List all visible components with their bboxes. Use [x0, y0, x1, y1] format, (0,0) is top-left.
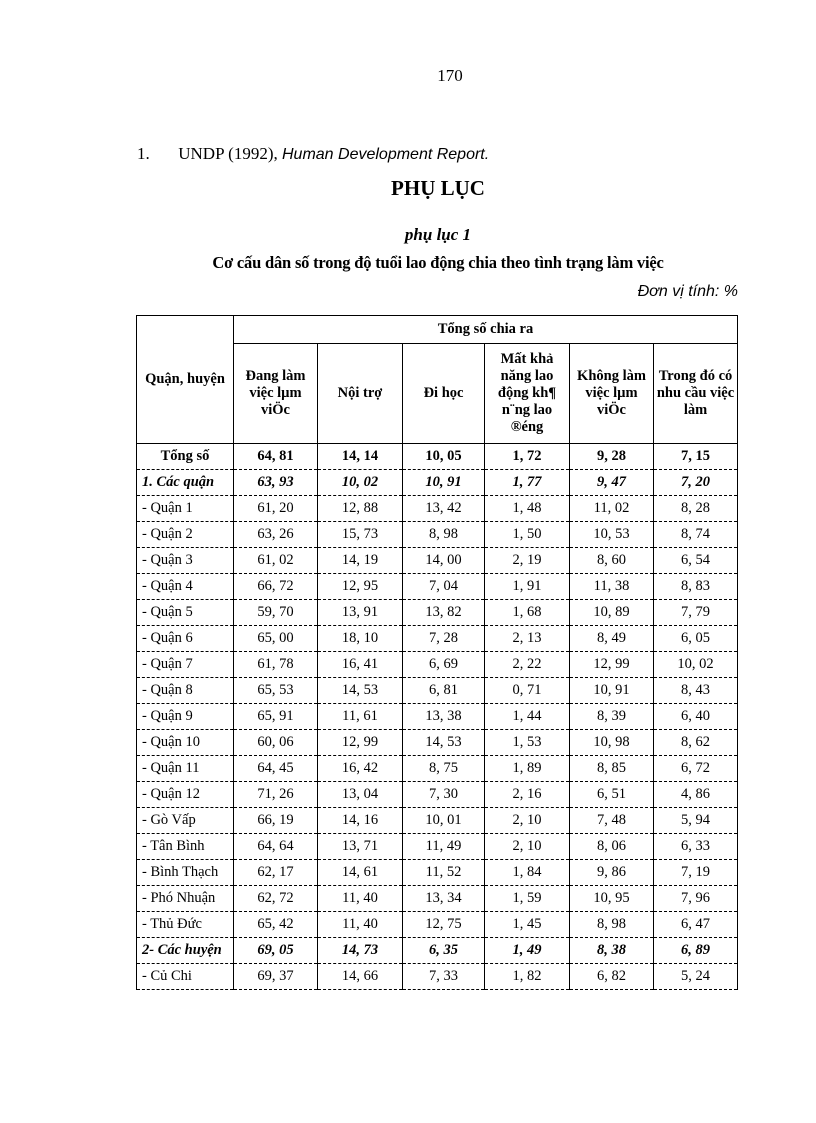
table-row: [137, 964, 738, 990]
value-cell: 8, 39: [570, 704, 654, 730]
column-header-label: Không làm việc lµm viÖc: [577, 368, 646, 418]
row-name-cell: - Quận 7: [137, 652, 234, 678]
table-row: [137, 574, 738, 600]
value-cell: 14, 53: [403, 730, 485, 756]
row-name-cell: - Quận 3: [137, 548, 234, 574]
value-cell: 8, 43: [654, 678, 738, 704]
value-cell: 10, 91: [570, 678, 654, 704]
column-header: [654, 344, 738, 444]
row-name-cell: Tổng số: [137, 444, 234, 470]
table-row: [137, 860, 738, 886]
value-cell: 10, 02: [654, 652, 738, 678]
column-header: [234, 344, 318, 444]
value-cell: 8, 62: [654, 730, 738, 756]
value-cell: 61, 20: [234, 496, 318, 522]
value-cell: 6, 89: [654, 938, 738, 964]
value-cell: 62, 72: [234, 886, 318, 912]
value-cell: 7, 79: [654, 600, 738, 626]
table-row: [137, 652, 738, 678]
row-header: [137, 316, 234, 444]
value-cell: 14, 14: [318, 444, 403, 470]
unit-label: Đơn vị tính: %: [637, 283, 738, 300]
value-cell: 61, 78: [234, 652, 318, 678]
value-cell: 11, 40: [318, 912, 403, 938]
value-cell: 1, 84: [485, 860, 570, 886]
value-cell: 1, 72: [485, 444, 570, 470]
table-row: [137, 548, 738, 574]
value-cell: 12, 99: [318, 730, 403, 756]
page-number: 170: [437, 66, 463, 85]
value-cell: 11, 40: [318, 886, 403, 912]
value-cell: 7, 04: [403, 574, 485, 600]
value-cell: 6, 40: [654, 704, 738, 730]
value-cell: 12, 75: [403, 912, 485, 938]
column-header: [485, 344, 570, 444]
value-cell: 63, 93: [234, 470, 318, 496]
column-header-label: Đang làm việc lµm viÖc: [245, 368, 306, 418]
reference-number: 1.: [137, 144, 150, 163]
value-cell: 10, 89: [570, 600, 654, 626]
column-header-label: Trong đó có nhu cầu việc làm: [656, 368, 735, 418]
value-cell: 2, 19: [485, 548, 570, 574]
value-cell: 1, 53: [485, 730, 570, 756]
table-row: [137, 730, 738, 756]
value-cell: 1, 49: [485, 938, 570, 964]
value-cell: 2, 16: [485, 782, 570, 808]
appendix-subtitle: phụ lục 1: [404, 225, 472, 244]
row-name-cell: - Quận 6: [137, 626, 234, 652]
value-cell: 71, 26: [234, 782, 318, 808]
value-cell: 10, 95: [570, 886, 654, 912]
table-body: [137, 444, 738, 990]
value-cell: 14, 00: [403, 548, 485, 574]
value-cell: 13, 04: [318, 782, 403, 808]
row-name-cell: - Gò Vấp: [137, 808, 234, 834]
value-cell: 65, 53: [234, 678, 318, 704]
value-cell: 12, 88: [318, 496, 403, 522]
value-cell: 60, 06: [234, 730, 318, 756]
value-cell: 15, 73: [318, 522, 403, 548]
value-cell: 9, 47: [570, 470, 654, 496]
value-cell: 7, 20: [654, 470, 738, 496]
value-cell: 1, 68: [485, 600, 570, 626]
table-row: [137, 886, 738, 912]
value-cell: 9, 28: [570, 444, 654, 470]
table-row: [137, 626, 738, 652]
column-header: [570, 344, 654, 444]
value-cell: 11, 61: [318, 704, 403, 730]
value-cell: 1, 48: [485, 496, 570, 522]
value-cell: 8, 38: [570, 938, 654, 964]
value-cell: 14, 53: [318, 678, 403, 704]
value-cell: 8, 98: [403, 522, 485, 548]
value-cell: 6, 81: [403, 678, 485, 704]
value-cell: 7, 33: [403, 964, 485, 990]
row-name-cell: - Quận 4: [137, 574, 234, 600]
table-row: [137, 808, 738, 834]
table-row: [137, 522, 738, 548]
value-cell: 61, 02: [234, 548, 318, 574]
value-cell: 10, 01: [403, 808, 485, 834]
value-cell: 12, 99: [570, 652, 654, 678]
table-row: [137, 704, 738, 730]
row-name-cell: - Quận 9: [137, 704, 234, 730]
value-cell: 11, 52: [403, 860, 485, 886]
value-cell: 13, 34: [403, 886, 485, 912]
row-name-cell: - Quận 5: [137, 600, 234, 626]
value-cell: 2, 10: [485, 834, 570, 860]
value-cell: 16, 42: [318, 756, 403, 782]
value-cell: 1, 82: [485, 964, 570, 990]
table-row: [137, 912, 738, 938]
value-cell: 6, 51: [570, 782, 654, 808]
row-name-cell: 1. Các quận: [137, 470, 234, 496]
row-name-cell: - Quận 10: [137, 730, 234, 756]
row-name-cell: - Quận 11: [137, 756, 234, 782]
value-cell: 6, 72: [654, 756, 738, 782]
value-cell: 66, 19: [234, 808, 318, 834]
value-cell: 14, 73: [318, 938, 403, 964]
column-header-label: Nội trợ: [337, 385, 383, 401]
value-cell: 18, 10: [318, 626, 403, 652]
value-cell: 8, 85: [570, 756, 654, 782]
value-cell: 9, 86: [570, 860, 654, 886]
value-cell: 1, 59: [485, 886, 570, 912]
value-cell: 8, 60: [570, 548, 654, 574]
value-cell: 8, 49: [570, 626, 654, 652]
value-cell: 12, 95: [318, 574, 403, 600]
table-row: [137, 496, 738, 522]
value-cell: 10, 91: [403, 470, 485, 496]
value-cell: 69, 05: [234, 938, 318, 964]
value-cell: 2, 10: [485, 808, 570, 834]
table-row: [137, 834, 738, 860]
value-cell: 8, 74: [654, 522, 738, 548]
value-cell: 8, 83: [654, 574, 738, 600]
value-cell: 6, 47: [654, 912, 738, 938]
value-cell: 1, 44: [485, 704, 570, 730]
row-name-cell: - Củ Chi: [137, 964, 234, 990]
value-cell: 8, 75: [403, 756, 485, 782]
column-header-label: Mất khả năng lao động kh¶ n¨ng lao ®éng: [497, 351, 557, 435]
value-cell: 11, 49: [403, 834, 485, 860]
value-cell: 10, 53: [570, 522, 654, 548]
value-cell: 13, 82: [403, 600, 485, 626]
value-cell: 10, 02: [318, 470, 403, 496]
value-cell: 1, 45: [485, 912, 570, 938]
value-cell: 59, 70: [234, 600, 318, 626]
value-cell: 7, 28: [403, 626, 485, 652]
value-cell: 1, 50: [485, 522, 570, 548]
value-cell: 7, 19: [654, 860, 738, 886]
row-name-cell: - Bình Thạch: [137, 860, 234, 886]
population-table: [136, 315, 738, 990]
reference-entry: [137, 144, 489, 164]
value-cell: 6, 33: [654, 834, 738, 860]
table-row: [137, 756, 738, 782]
value-cell: 6, 35: [403, 938, 485, 964]
value-cell: 13, 42: [403, 496, 485, 522]
value-cell: 8, 06: [570, 834, 654, 860]
value-cell: 69, 37: [234, 964, 318, 990]
value-cell: 10, 98: [570, 730, 654, 756]
row-header-label: Quận, huyện: [145, 371, 225, 387]
value-cell: 6, 82: [570, 964, 654, 990]
value-cell: 7, 96: [654, 886, 738, 912]
column-header: [403, 344, 485, 444]
column-header: [318, 344, 403, 444]
row-name-cell: 2- Các huyện: [137, 938, 234, 964]
value-cell: 7, 30: [403, 782, 485, 808]
value-cell: 6, 54: [654, 548, 738, 574]
value-cell: 65, 00: [234, 626, 318, 652]
table-title: Cơ cấu dân số trong độ tuổi lao động chia theo tình trạng làm việc: [212, 253, 664, 272]
value-cell: 4, 86: [654, 782, 738, 808]
table-row: [137, 938, 738, 964]
row-name-cell: - Quận 1: [137, 496, 234, 522]
value-cell: 2, 13: [485, 626, 570, 652]
value-cell: 66, 72: [234, 574, 318, 600]
value-cell: 5, 94: [654, 808, 738, 834]
table-row: [137, 678, 738, 704]
value-cell: 7, 15: [654, 444, 738, 470]
group-header: Tổng số chia ra: [234, 316, 738, 344]
table-row: [137, 782, 738, 808]
value-cell: 1, 91: [485, 574, 570, 600]
value-cell: 62, 17: [234, 860, 318, 886]
row-name-cell: - Thủ Đức: [137, 912, 234, 938]
value-cell: 1, 77: [485, 470, 570, 496]
value-cell: 16, 41: [318, 652, 403, 678]
reference-title: Human Development Report.: [281, 146, 490, 163]
value-cell: 13, 38: [403, 704, 485, 730]
appendix-title: PHỤ LỤC: [391, 176, 485, 200]
row-name-cell: - Quận 2: [137, 522, 234, 548]
table-row: [137, 444, 738, 470]
value-cell: 10, 05: [403, 444, 485, 470]
value-cell: 2, 22: [485, 652, 570, 678]
value-cell: 8, 28: [654, 496, 738, 522]
value-cell: 64, 81: [234, 444, 318, 470]
row-name-cell: - Quận 8: [137, 678, 234, 704]
value-cell: 65, 42: [234, 912, 318, 938]
value-cell: 64, 64: [234, 834, 318, 860]
value-cell: 7, 48: [570, 808, 654, 834]
value-cell: 8, 98: [570, 912, 654, 938]
row-name-cell: - Tân Bình: [137, 834, 234, 860]
value-cell: 64, 45: [234, 756, 318, 782]
value-cell: 11, 38: [570, 574, 654, 600]
value-cell: 6, 69: [403, 652, 485, 678]
value-cell: 14, 61: [318, 860, 403, 886]
column-header-label: Đi học: [423, 385, 464, 401]
value-cell: 6, 05: [654, 626, 738, 652]
table-row: [137, 470, 738, 496]
table-row: [137, 600, 738, 626]
row-name-cell: - Quận 12: [137, 782, 234, 808]
value-cell: 0, 71: [485, 678, 570, 704]
value-cell: 5, 24: [654, 964, 738, 990]
row-name-cell: - Phó Nhuận: [137, 886, 234, 912]
value-cell: 13, 91: [318, 600, 403, 626]
value-cell: 14, 16: [318, 808, 403, 834]
reference-text: UNDP (1992),: [178, 144, 278, 163]
value-cell: 14, 66: [318, 964, 403, 990]
value-cell: 1, 89: [485, 756, 570, 782]
value-cell: 63, 26: [234, 522, 318, 548]
value-cell: 65, 91: [234, 704, 318, 730]
value-cell: 13, 71: [318, 834, 403, 860]
value-cell: 14, 19: [318, 548, 403, 574]
value-cell: 11, 02: [570, 496, 654, 522]
